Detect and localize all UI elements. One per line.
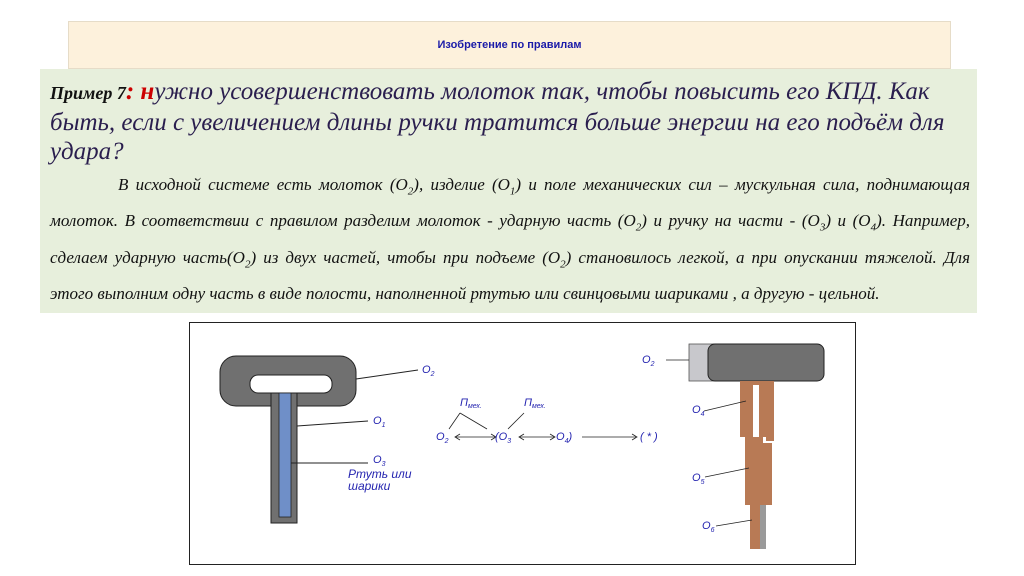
mercury-label-2: шарики [348, 479, 391, 493]
paragraph-sub: 2 [244, 258, 251, 271]
handle-section-o5 [745, 437, 763, 505]
paragraph-text: ) и ручку на части - (О [641, 211, 820, 231]
paragraph-text: ). Например, сделаем ударную часть(О [50, 211, 970, 267]
formula-field-line-1 [449, 413, 460, 429]
example-panel [40, 69, 977, 313]
left-label-o1: $O_1$ [373, 415, 386, 429]
paragraph-text: ) из двух частей, чтобы при подъеме (О [250, 247, 561, 267]
formula-o2: $O_2$ [436, 431, 449, 445]
example-question: ужно усовершенствовать молоток так, чтобы повысить его КПД. Как быть, если с увеличением длины ручки тратится больше энергии на его подъём для удара? [50, 78, 945, 165]
paragraph-text: В исходной системе есть молоток (О [118, 175, 408, 194]
example-label: Пример 7 [50, 83, 126, 103]
right-leader-o6 [716, 520, 752, 526]
handle-core [760, 505, 766, 549]
formula-field-line-2 [460, 413, 487, 429]
mercury-label-1: Ртуть или [348, 467, 412, 481]
paragraph-sub: 2 [635, 221, 642, 234]
formula-field-line-3 [508, 413, 524, 429]
paragraph-text: ), изделие (О [413, 175, 510, 194]
right-label-o5: $O_5$ [692, 472, 705, 486]
left-hammer [220, 356, 435, 523]
left-hammer-cavity [250, 375, 332, 393]
paragraph-text: ) и (О [825, 211, 871, 231]
leader-o2 [356, 370, 418, 379]
formula [436, 397, 658, 445]
slide-title: Изобретение по правилам [437, 39, 582, 51]
formula-p1: Пмех. [460, 397, 482, 410]
left-label-o3: $O_3$ [373, 454, 386, 468]
right-leader-o4 [704, 401, 746, 411]
paragraph-sub: 2 [560, 258, 566, 271]
left-label-o2: $O_2$ [422, 364, 435, 378]
example-paragraph [50, 170, 970, 309]
right-label-o4: $O_4$ [692, 404, 705, 418]
paragraph-text: ) и поле механических сил – мускульная сила, поднимающая молоток. В соответствии с правилом разделим молоток - ударную часть (О [50, 175, 970, 231]
handle-side-2 [763, 443, 772, 505]
example-heading [50, 77, 965, 166]
paragraph-text: ) становилось легкой, а при опускании тяжелой. Для этого выполним одну часть в виде полости, наполненной ртутью или свинцовыми шариками , а другую - цельной. [50, 247, 970, 304]
right-leader-o5 [705, 468, 749, 477]
paragraph-sub: 1 [509, 185, 516, 198]
right-label-o2: $O_2$ [642, 354, 655, 368]
leader-o1 [297, 421, 368, 426]
paragraph-sub: 2 [407, 185, 414, 198]
mercury-channel [279, 393, 291, 517]
right-label-o6: $O_6$ [702, 520, 715, 534]
formula-result: ( * ) [640, 431, 658, 443]
formula-o3: ($O_3$ [495, 431, 512, 445]
paragraph-sub: 3 [819, 221, 826, 234]
right-hammer-heavy-part [708, 344, 824, 381]
example-colon: : н [125, 78, 155, 105]
right-hammer [642, 344, 824, 549]
handle-side-1 [766, 381, 774, 441]
handle-gap-1 [753, 385, 759, 437]
paragraph-sub: 4 [870, 221, 877, 234]
formula-o4: $O_4$) [556, 431, 573, 445]
handle-section-o6 [750, 505, 760, 549]
slide-title-bar [68, 21, 951, 69]
hammer-diagram [190, 323, 855, 564]
hammer-figure [189, 322, 856, 565]
formula-p2: Пмех. [524, 397, 546, 410]
